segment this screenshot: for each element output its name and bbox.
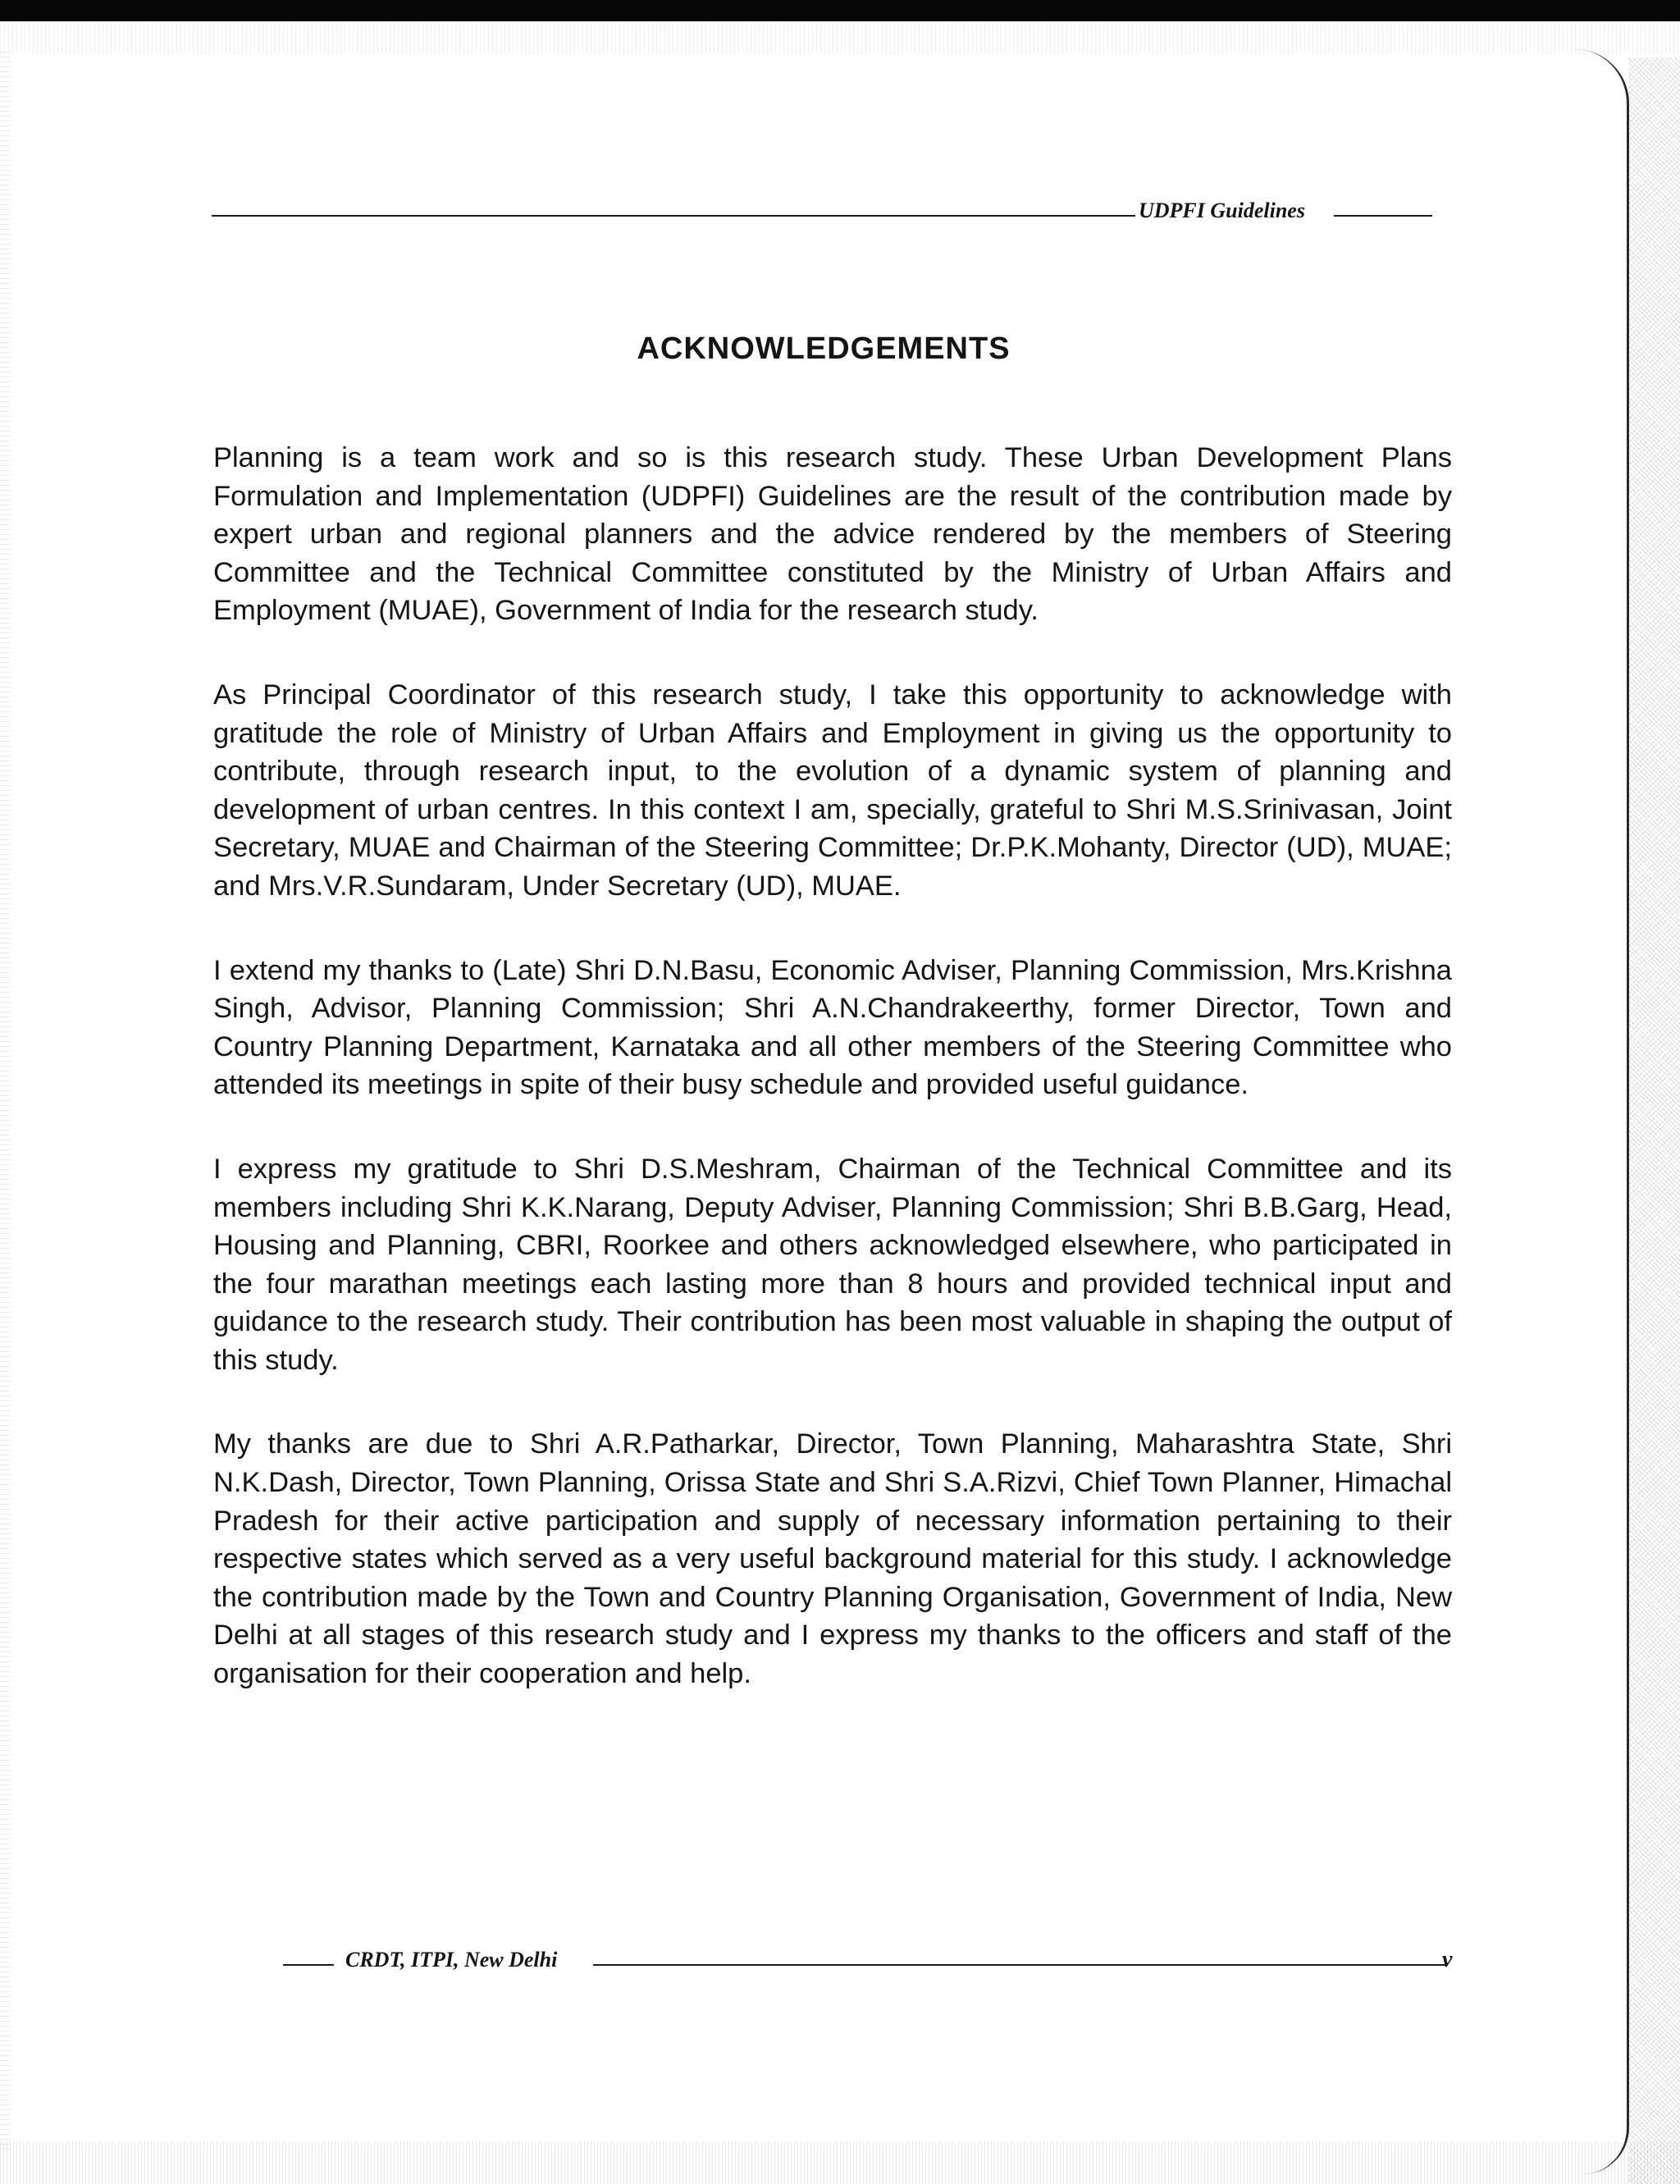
footer-publisher: CRDT, ITPI, New Delhi (345, 1948, 558, 1972)
scan-noise-right (1628, 57, 1680, 2184)
paragraph: I express my gratitude to Shri D.S.Meshram, Chairman of the Technical Committee and its members including Shri K.K.Narang, Deputy Adviser, Planning Commission; Shri B.B.Garg, Head, Housing and Planning, CBRI, Roorkee and others acknowledged elsewhere, who participated in the four marathan meetings each lasting more than 8 hours and provided technical input and guidance to the research study. Their contribution has been most valuable in shaping the output of this study. (213, 1153, 1452, 1376)
paragraph: My thanks are due to Shri A.R.Patharkar, Director, Town Planning, Maharashtra State, Shri N.K.Dash, Director, Town Planning, Orissa State and Shri S.A.Rizvi, Chief Town Planner, Himachal Pradesh for their active participation and supply of necessary information pertaining to their respective states which served as a very useful background material for this study. I acknowledge the contribution made by the Town and Country Planning Organisation, Government of India, New Delhi at all stages of this research study and I express my thanks to the officers and staff of the organisation for their cooperation and help. (213, 1428, 1452, 1690)
paragraph: Planning is a team work and so is this research study. These Urban Development Plans Formulation and Implementation (UDPFI) Guidelines are the result of the contribution made by expert urban and regional planners and the advice rendered by the members of Steering Committee and the Technical Committee constituted by the Ministry of Urban Affairs and Employment (MUAE), Government of India for the research study. (213, 442, 1452, 627)
footer-rule-start (283, 1964, 334, 1966)
body-text (213, 439, 1452, 1739)
page-title: ACKNOWLEDGEMENTS (637, 331, 1011, 366)
header-rule (212, 215, 1135, 217)
scan-noise-bottom (0, 2141, 1680, 2184)
page-edge (1575, 49, 1629, 2174)
paragraph: I extend my thanks to (Late) Shri D.N.Basu, Economic Adviser, Planning Commission, Mrs.Krishna Singh, Advisor, Planning Commission; Shri A.N.Chandrakeerthy, former Director, Town and Country Planning Department, Karnataka and all other members of the Steering Committee who attended its meetings in spite of their busy schedule and provided useful guidance. (213, 954, 1452, 1101)
paragraph: As Principal Coordinator of this research study, I take this opportunity to acknowledge with gratitude the role of Ministry of Urban Affairs and Employment in giving us the opportunity to contribute, through research input, to the evolution of a dynamic system of planning and development of urban centres. In this context I am, specially, grateful to Shri M.S.Srinivasan, Joint Secretary, MUAE and Chairman of the Steering Committee; Dr.P.K.Mohanty, Director (UD), MUAE; and Mrs.V.R.Sundaram, Under Secretary (UD), MUAE. (213, 679, 1452, 902)
running-header (212, 197, 1432, 226)
scan-top-border (0, 0, 1680, 21)
scan-noise-top (0, 21, 1680, 54)
footer-rule (593, 1964, 1446, 1966)
running-footer (283, 1946, 1464, 1979)
header-rule-end (1334, 215, 1432, 217)
running-header-title: UDPFI Guidelines (1139, 199, 1305, 222)
page-number: v (1442, 1947, 1453, 1972)
